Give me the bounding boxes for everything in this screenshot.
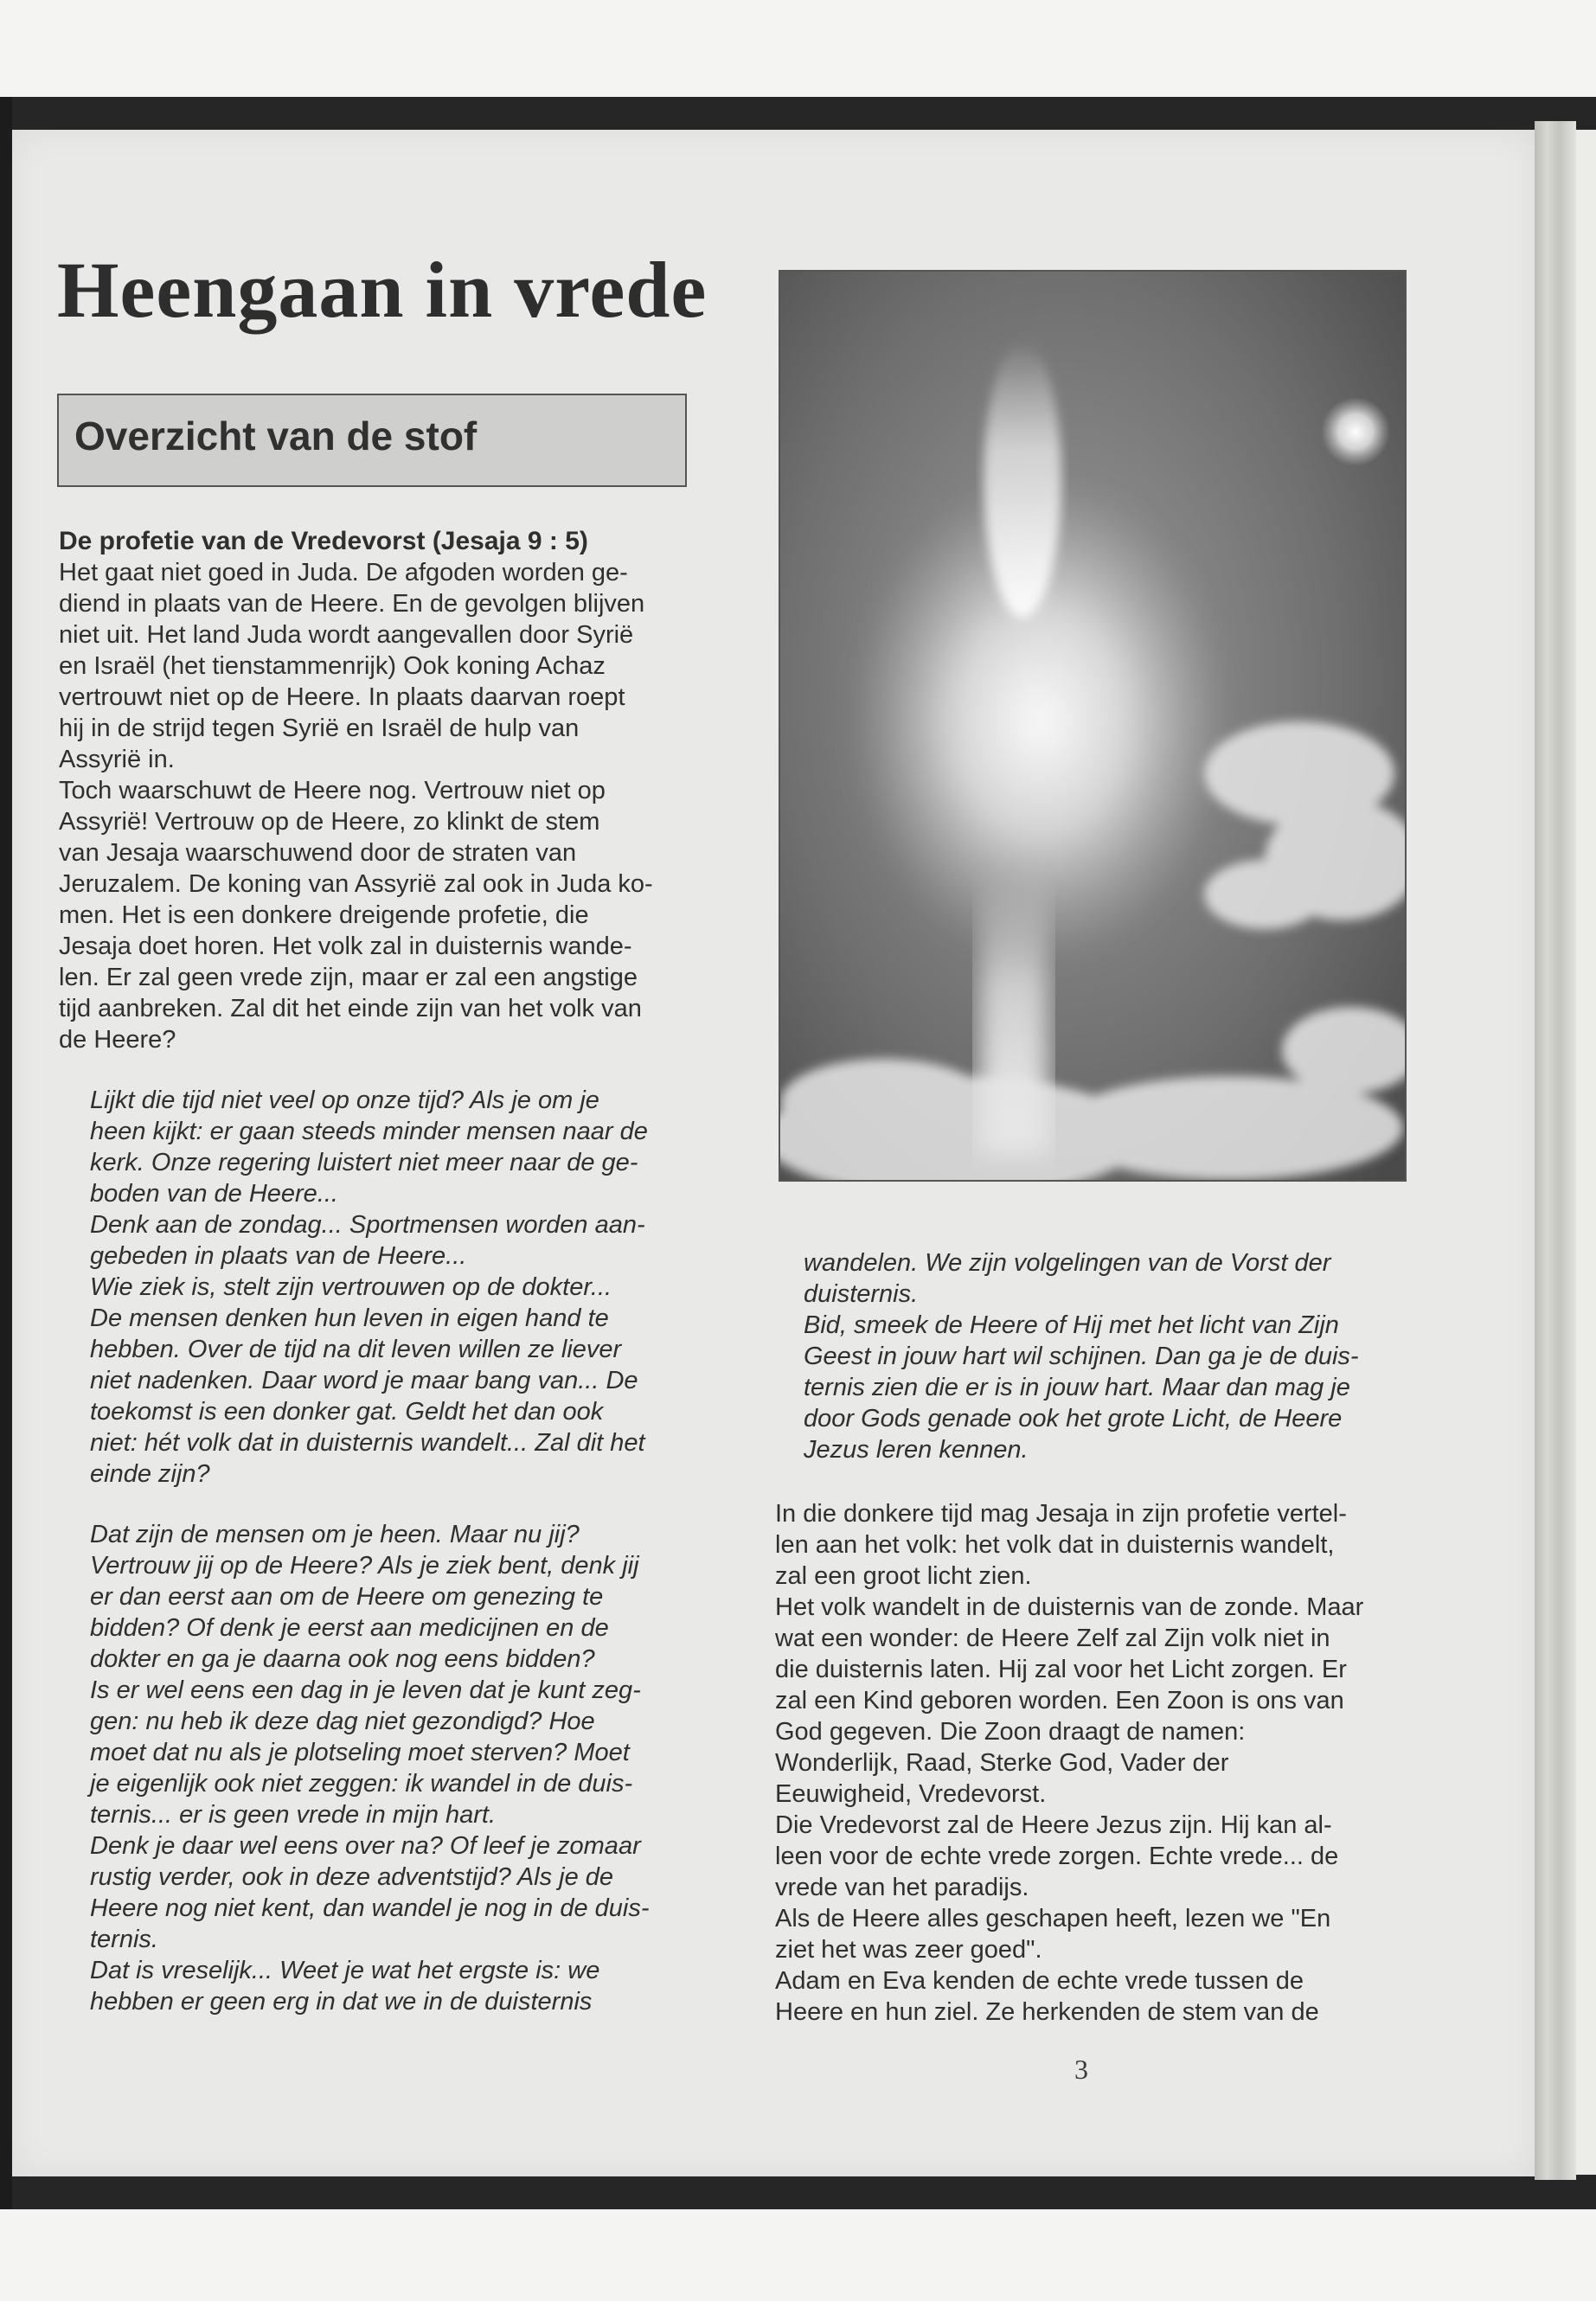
- text-line: einde zijn?: [90, 1460, 210, 1488]
- book-page-edge: [1535, 121, 1576, 2180]
- text-line: er dan eerst aan om de Heere om genezing te: [90, 1583, 604, 1611]
- text-line: Adam en Eva kenden de echte vrede tussen de: [775, 1967, 1304, 1995]
- text-line: men. Het is een donkere dreigende profetie, die: [59, 901, 589, 929]
- text-line: gen: nu heb ik deze dag niet gezondigd? Hoe: [90, 1708, 595, 1735]
- text-line: ternis zien die er is in jouw hart. Maar dan mag je: [804, 1374, 1350, 1401]
- text-line: Het volk wandelt in de duisternis van de zonde. Maar: [775, 1593, 1364, 1621]
- text-line: Denk aan de zondag... Sportmensen worden aan-: [90, 1211, 645, 1239]
- text-line: ziet het was zeer goed".: [775, 1936, 1042, 1964]
- page-number: 3: [1074, 2054, 1088, 2085]
- text-line: die duisternis laten. Hij zal voor het Licht zorgen. Er: [775, 1656, 1347, 1683]
- overview-box-label: Overzicht van de stof: [74, 413, 478, 458]
- book-cover-edge: [1576, 130, 1596, 2175]
- text-line: Heere en hun ziel. Ze herkenden de stem van de: [775, 1998, 1319, 2026]
- text-line: hij in de strijd tegen Syrië en Israël de hulp van: [59, 715, 580, 742]
- text-line: je eigenlijk ook niet zeggen: ik wandel in de duis-: [90, 1770, 633, 1798]
- right-italic-block: [804, 1247, 1409, 1465]
- text-line: niet uit. Het land Juda wordt aangevallen door Syrië: [59, 621, 634, 649]
- text-line: en Israël (het tienstammenrijk) Ook koning Achaz: [59, 652, 606, 680]
- text-line: Jeruzalem. De koning van Assyrië zal ook in Juda ko-: [59, 870, 653, 898]
- text-line: Als de Heere alles geschapen heeft, lezen we "En: [775, 1905, 1331, 1932]
- text-line: Heere nog niet kent, dan wandel je nog in de duis-: [90, 1894, 650, 1922]
- text-line: Het gaat niet goed in Juda. De afgoden worden ge-: [59, 559, 628, 586]
- left-column: [59, 526, 699, 2017]
- overview-box: [57, 394, 687, 487]
- text-line: Die Vredevorst zal de Heere Jezus zijn. Hij kan al-: [775, 1811, 1332, 1839]
- text-line: kerk. Onze regering luistert niet meer naar de ge-: [90, 1149, 638, 1176]
- text-line: hebben. Over de tijd na dit leven willen ze liever: [90, 1336, 622, 1363]
- text-line: Geest in jouw hart wil schijnen. Dan ga je de duis-: [804, 1343, 1359, 1370]
- text-line: duisternis.: [804, 1280, 919, 1308]
- spacer: [59, 1490, 699, 1519]
- text-line: Jesaja doet horen. Het volk zal in duisternis wande-: [59, 933, 632, 960]
- text-line: Toch waarschuwt de Heere nog. Vertrouw niet op: [59, 777, 606, 804]
- text-line: wat een wonder: de Heere Zelf zal Zijn volk niet in: [775, 1625, 1330, 1652]
- scan-border-bottom: [0, 2175, 1596, 2209]
- text-line: Dat is vreselijk... Weet je wat het ergste is: we: [90, 1957, 600, 1984]
- section-heading: De profetie van de Vredevorst (Jesaja 9 : 5): [59, 527, 588, 555]
- text-line: zal een Kind geboren worden. Een Zoon is ons van: [775, 1687, 1344, 1715]
- text-line: Is er wel eens een dag in je leven dat je kunt zeg-: [90, 1676, 641, 1704]
- text-line: diend in plaats van de Heere. En de gevolgen blijven: [59, 590, 645, 618]
- text-line: Wie ziek is, stelt zijn vertrouwen op de dokter...: [90, 1273, 612, 1301]
- text-line: de Heere?: [59, 1026, 176, 1054]
- left-italic-block-2: [59, 1519, 699, 2017]
- text-line: leen voor de echte vrede zorgen. Echte vrede... de: [775, 1843, 1339, 1870]
- text-line: len aan het volk: het volk dat in duisternis wandelt,: [775, 1531, 1335, 1559]
- text-line: Vertrouw jij op de Heere? Als je ziek bent, denk jij: [90, 1552, 639, 1580]
- text-line: hebben er geen erg in dat we in de duisternis: [90, 1988, 593, 2016]
- text-line: dokter en ga je daarna ook nog eens bidden?: [90, 1645, 595, 1673]
- right-paragraph: [775, 1498, 1415, 2028]
- sky-light-photo: [779, 270, 1407, 1182]
- text-line: Denk je daar wel eens over na? Of leef je zomaar: [90, 1832, 641, 1860]
- text-line: Bid, smeek de Heere of Hij met het licht van Zijn: [804, 1311, 1339, 1339]
- sky-light-illustration: [780, 272, 1405, 1180]
- text-line: De mensen denken hun leven in eigen hand te: [90, 1304, 609, 1332]
- text-line: Assyrië in.: [59, 746, 175, 773]
- text-line: van Jesaja waarschuwend door de straten van: [59, 839, 577, 867]
- text-line: God gegeven. Die Zoon draagt de namen:: [775, 1718, 1246, 1746]
- text-line: moet dat nu als je plotseling moet sterven? Moet: [90, 1739, 630, 1766]
- text-line: zal een groot licht zien.: [775, 1562, 1032, 1590]
- text-line: In die donkere tijd mag Jesaja in zijn profetie vertel-: [775, 1500, 1347, 1528]
- text-line: vertrouwt niet op de Heere. In plaats daarvan roept: [59, 683, 625, 711]
- text-line: gebeden in plaats van de Heere...: [90, 1242, 467, 1270]
- text-line: rustig verder, ook in deze adventstijd? Als je de: [90, 1863, 614, 1891]
- text-line: tijd aanbreken. Zal dit het einde zijn van het volk van: [59, 995, 642, 1022]
- text-line: niet nadenken. Daar word je maar bang van... De: [90, 1367, 638, 1394]
- left-paragraph-1: [59, 557, 699, 1055]
- spacer: [59, 1055, 699, 1085]
- text-line: vrede van het paradijs.: [775, 1874, 1029, 1901]
- left-italic-block-1: [59, 1085, 699, 1490]
- text-line: len. Er zal geen vrede zijn, maar er zal een angstige: [59, 964, 638, 991]
- text-line: Assyrië! Vertrouw op de Heere, zo klinkt de stem: [59, 808, 600, 836]
- text-line: heen kijkt: er gaan steeds minder mensen naar de: [90, 1118, 648, 1145]
- page-title: Heengaan in vrede: [57, 246, 708, 334]
- text-line: Lijkt die tijd niet veel op onze tijd? Als je om je: [90, 1086, 599, 1114]
- text-line: Jezus leren kennen.: [804, 1436, 1029, 1464]
- text-line: Wonderlijk, Raad, Sterke God, Vader der: [775, 1749, 1229, 1777]
- text-line: wandelen. We zijn volgelingen van de Vorst der: [804, 1249, 1331, 1277]
- text-line: boden van de Heere...: [90, 1180, 338, 1208]
- text-line: Dat zijn de mensen om je heen. Maar nu jij?: [90, 1521, 580, 1548]
- text-line: Eeuwigheid, Vredevorst.: [775, 1780, 1047, 1808]
- text-line: ternis.: [90, 1926, 158, 1953]
- text-line: toekomst is een donker gat. Geldt het dan ook: [90, 1398, 604, 1426]
- scan-border-left: [0, 97, 12, 2209]
- text-line: niet: hét volk dat in duisternis wandelt... Zal dit het: [90, 1429, 645, 1457]
- scan-border-top: [0, 97, 1596, 131]
- text-line: ternis... er is geen vrede in mijn hart.: [90, 1801, 497, 1829]
- text-line: door Gods genade ook het grote Licht, de Heere: [804, 1405, 1343, 1433]
- text-line: bidden? Of denk je eerst aan medicijnen en de: [90, 1614, 609, 1642]
